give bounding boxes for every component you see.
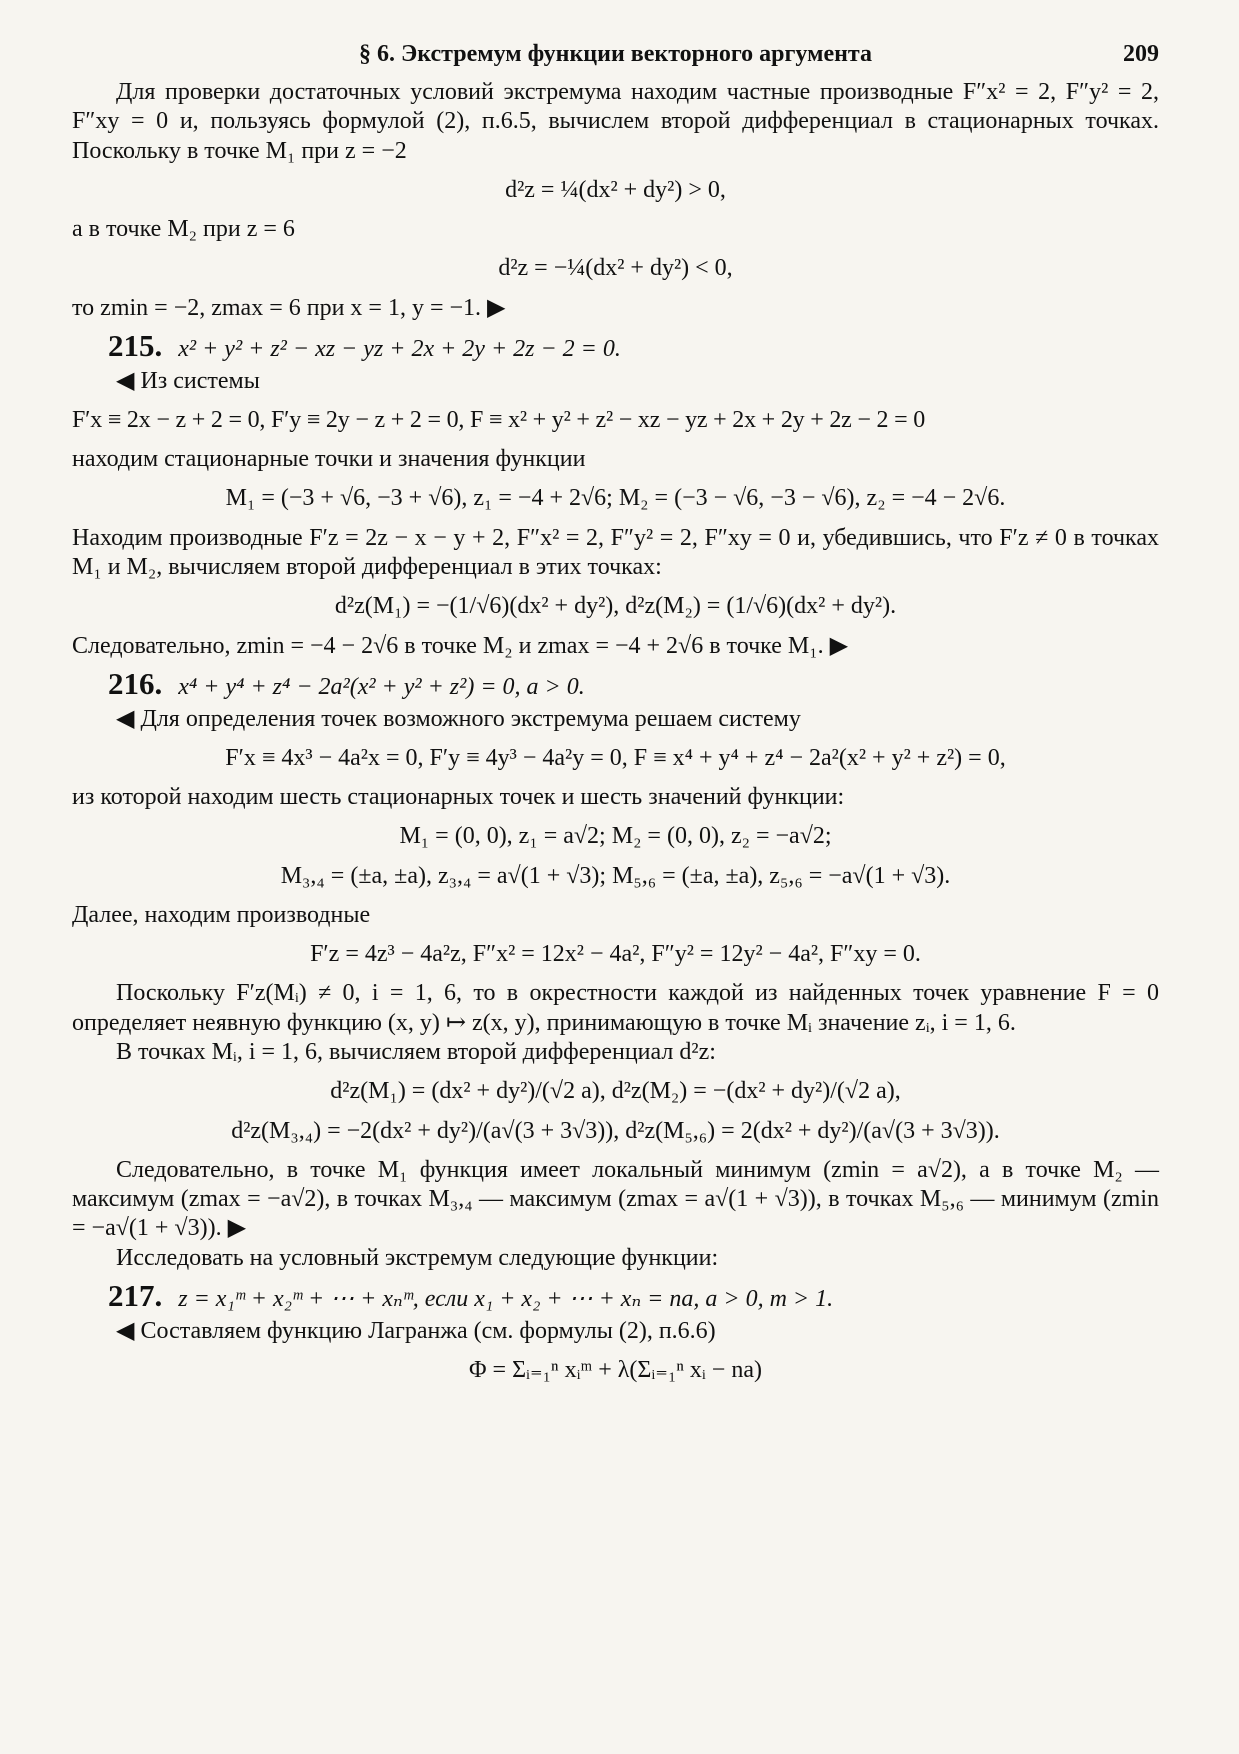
problem-statement: x² + y² + z² − xz − yz + 2x + 2y + 2z − 2 = 0. bbox=[178, 335, 621, 362]
problem-number: 216. bbox=[108, 665, 163, 701]
problem-number: 215. bbox=[108, 327, 163, 363]
paragraph-conclusion-216: Следовательно, в точке M₁ функция имеет локальный минимум (zmin = a√2), а в точке M₂ — максимум (zmax = −a√2), в точках M₃,₄ — максимум (zmax = a√(1 + √3)), в точках M₅,₆ — минимум (zmin = −a√(1 + √3)). ▶ bbox=[72, 1156, 1159, 1242]
equation-derivatives-216: F′z = 4z³ − 4a²z, F″x² = 12x² − 4a², F″y² = 12y² − 4a², F″xy = 0. bbox=[310, 941, 921, 968]
problem-statement: z = x₁ᵐ + x₂ᵐ + ⋯ + xₙᵐ, если x₁ + x₂ + ⋯ + xₙ = na, a > 0, m > 1. bbox=[178, 1285, 834, 1312]
equation-system-215: F′x ≡ 2x − z + 2 = 0, F′y ≡ 2y − z + 2 = 0, F ≡ x² + y² + z² − xz − yz + 2x + 2y + 2z − 2 = 0 bbox=[72, 406, 926, 433]
solution-start: ◀ Для определения точек возможного экстремума решаем систему bbox=[116, 705, 801, 732]
paragraph-further: Далее, находим производные bbox=[72, 901, 371, 928]
equation-d2z-m3-m6: d²z(M₃,₄) = −2(dx² + dy²)/(a√(3 + 3√3)), d²z(M₅,₆) = 2(dx² + dy²)/(a√(3 + 3√3)). bbox=[231, 1117, 1000, 1144]
solution-start: ◀ Из системы bbox=[116, 367, 260, 394]
problem-216 bbox=[108, 665, 1159, 703]
paragraph-task-conditional: Исследовать на условный экстремум следующие функции: bbox=[116, 1244, 719, 1271]
paragraph-intro: Для проверки достаточных условий экстремума находим частные производные F″x² = 2, F″y² = 2, F″xy = 0 и, пользуясь формулой (2), п.6.5, вычислем второй дифференциал в стационарных точках. Поскольку в точке M₁ при z = −2 bbox=[72, 79, 1159, 164]
equation-points-m1-m2: M₁ = (0, 0), z₁ = a√2; M₂ = (0, 0), z₂ = −a√2; bbox=[399, 823, 832, 850]
paragraph-conclusion-215: Следовательно, zmin = −4 − 2√6 в точке M₂ и zmax = −4 + 2√6 в точке M₁. ▶ bbox=[72, 632, 849, 659]
header-title: § 6. Экстремум функции векторного аргумента bbox=[359, 41, 872, 67]
equation-points-m3-m6: M₃,₄ = (±a, ±a), z₃,₄ = a√(1 + √3); M₅,₆ = (±a, ±a), z₅,₆ = −a√(1 + √3). bbox=[280, 862, 951, 889]
equation-points-215: M₁ = (−3 + √6, −3 + √6), z₁ = −4 + 2√6; M₂ = (−3 − √6, −3 − √6), z₂ = −4 − 2√6. bbox=[225, 485, 1006, 512]
paragraph-point-m2: а в точке M₂ при z = 6 bbox=[72, 216, 295, 243]
paragraph-six-points: из которой находим шесть стационарных точек и шесть значений функции: bbox=[72, 784, 845, 811]
paragraph-second-diff: В точках Mᵢ, i = 1, 6, вычисляем второй дифференциал d²z: bbox=[116, 1039, 716, 1065]
equation-second-diff-215: d²z(M₁) = −(1/√6)(dx² + dy²), d²z(M₂) = (1/√6)(dx² + dy²). bbox=[334, 593, 897, 620]
problem-217 bbox=[108, 1277, 1159, 1315]
solution-start: ◀ Составляем функцию Лагранжа (см. формулы (2), п.6.6) bbox=[116, 1317, 716, 1344]
running-header bbox=[72, 40, 1159, 78]
equation-d2z-negative: d²z = −¼(dx² + dy²) < 0, bbox=[498, 255, 733, 282]
paragraph-stationary-points: находим стационарные точки и значения функции bbox=[72, 446, 586, 473]
page-number: 209 bbox=[1123, 41, 1159, 67]
equation-d2z-positive: d²z = ¼(dx² + dy²) > 0, bbox=[505, 176, 726, 203]
equation-d2z-m1-m2: d²z(M₁) = (dx² + dy²)/(√2 a), d²z(M₂) = −(dx² + dy²)/(√2 a), bbox=[330, 1078, 901, 1105]
problem-number: 217. bbox=[108, 1277, 163, 1313]
problem-215 bbox=[108, 327, 1159, 365]
paragraph-conclusion-214: то zmin = −2, zmax = 6 при x = 1, y = −1. ▶ bbox=[72, 294, 506, 321]
paragraph-implicit-function: Поскольку F′z(Mᵢ) ≠ 0, i = 1, 6, то в окрестности каждой из найденных точек уравнение F = 0 определяет неявную функцию (x, y) ↦ z(x, y), принимающую в точке Mᵢ значение zᵢ, i = 1, 6. bbox=[72, 980, 1159, 1036]
paragraph-derivatives-215: Находим производные F′z = 2z − x − y + 2, F″x² = 2, F″y² = 2, F″xy = 0 и, убедившись, что F′z ≠ 0 в точках M₁ и M₂, вычисляем второй дифференциал в этих точках: bbox=[72, 524, 1159, 580]
equation-lagrange: Φ = Σᵢ₌₁ⁿ xᵢᵐ + λ(Σᵢ₌₁ⁿ xᵢ − na) bbox=[469, 1356, 762, 1383]
equation-system-216: F′x ≡ 4x³ − 4a²x = 0, F′y ≡ 4y³ − 4a²y = 0, F ≡ x⁴ + y⁴ + z⁴ − 2a²(x² + y² + z²) = 0, bbox=[225, 744, 1006, 771]
problem-statement: x⁴ + y⁴ + z⁴ − 2a²(x² + y² + z²) = 0, a > 0. bbox=[178, 673, 585, 700]
